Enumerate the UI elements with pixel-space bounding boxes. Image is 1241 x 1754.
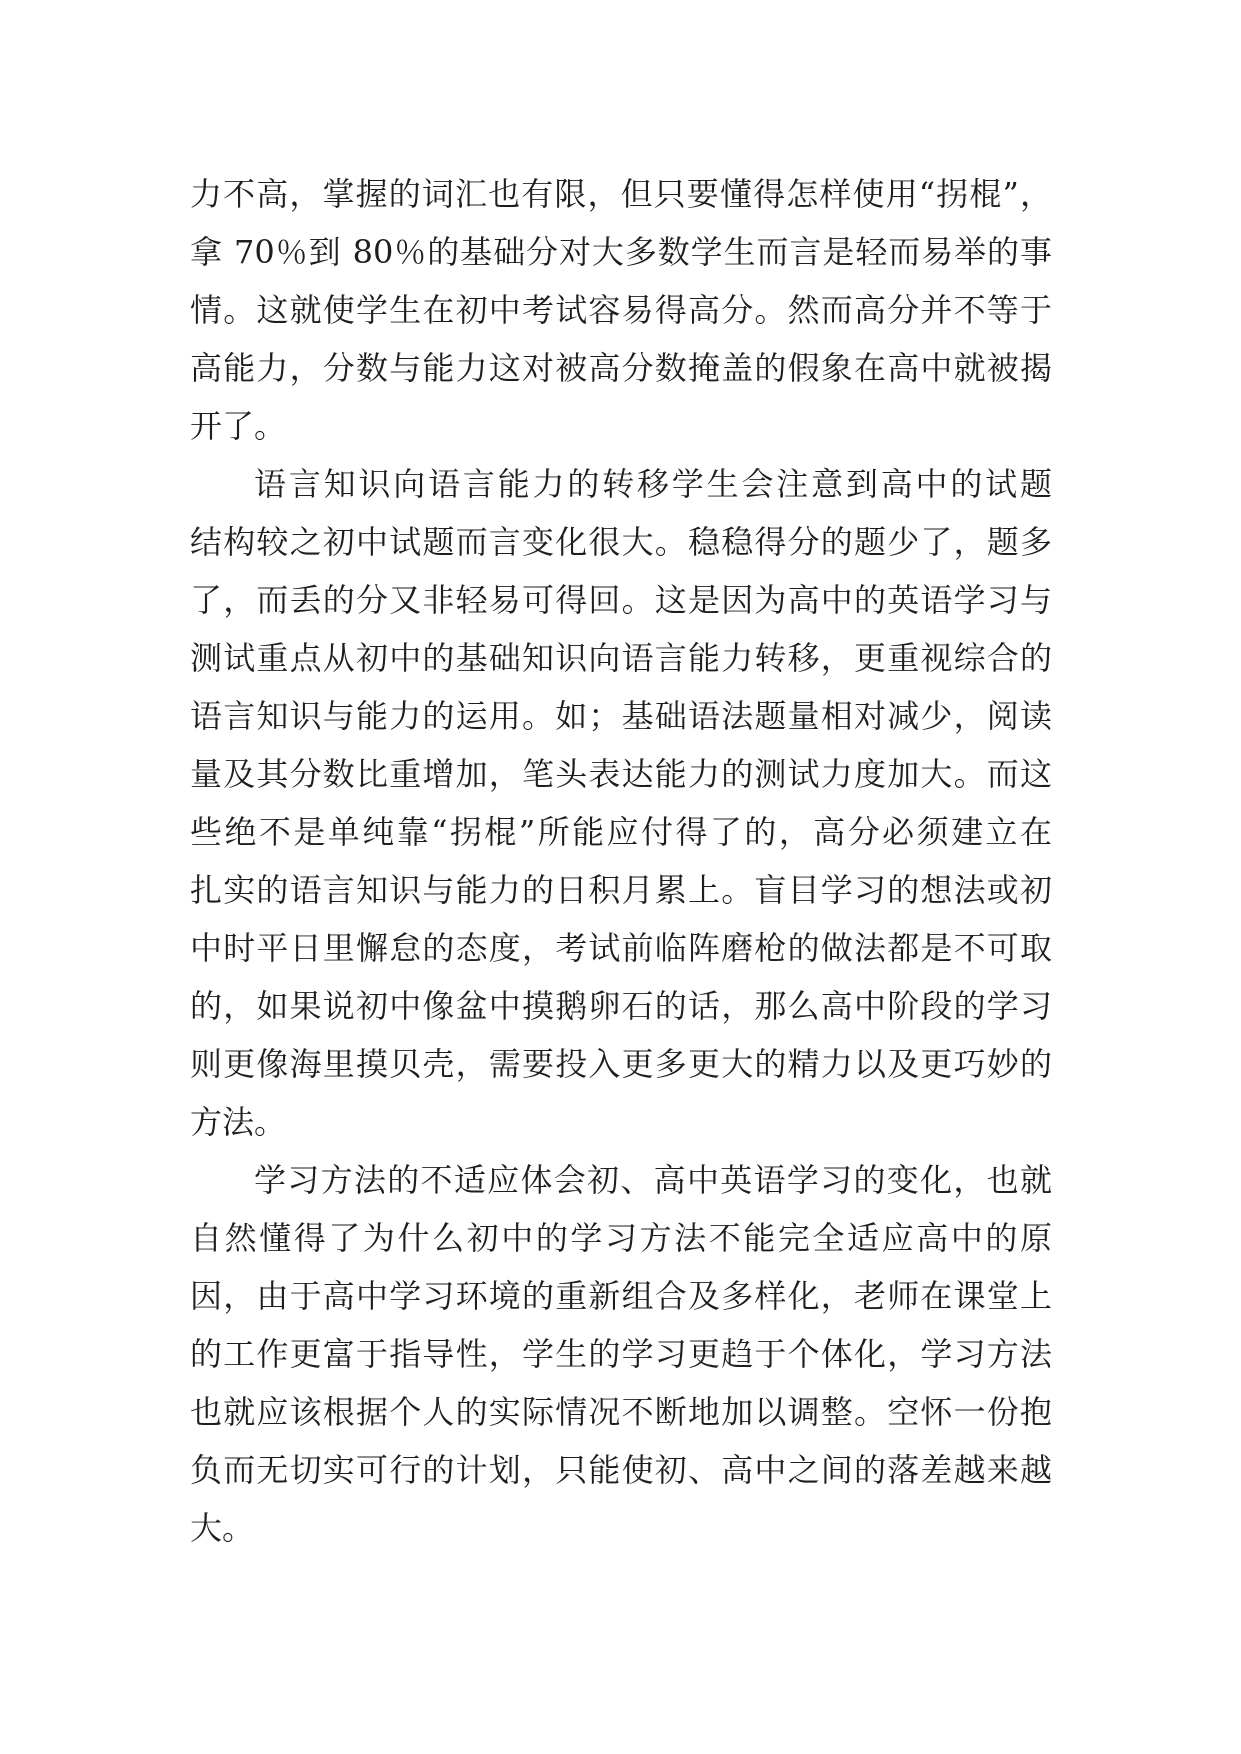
paragraph-line: 了，而丢的分又非轻易可得回。这是因为高中的英语学习与 [190,581,1052,619]
paragraph-line: 方法。 [190,1103,287,1141]
paragraph-line: 的工作更富于指导性，学生的学习更趋于个体化，学习方法 [190,1335,1052,1373]
document-body [190,165,1052,1557]
paragraph-line: 语言知识与能力的运用。如；基础语法题量相对减少，阅读 [190,697,1052,735]
paragraph-line: 的，如果说初中像盆中摸鹅卵石的话，那么高中阶段的学习 [190,987,1052,1025]
paragraph-line: 结构较之初中试题而言变化很大。稳稳得分的题少了，题多 [190,523,1052,561]
paragraph-line: 语言知识向语言能力的转移学生会注意到高中的试题 [254,465,1052,503]
paragraph-line: 自然懂得了为什么初中的学习方法不能完全适应高中的原 [190,1219,1052,1257]
paragraph-line: 开了。 [190,407,287,445]
paragraph-line: 因，由于高中学习环境的重新组合及多样化，老师在课堂上 [190,1277,1052,1315]
paragraph-line: 负而无切实可行的计划，只能使初、高中之间的落差越来越 [190,1451,1052,1489]
paragraph-line: 则更像海里摸贝壳，需要投入更多更大的精力以及更巧妙的 [190,1045,1052,1083]
paragraph-line: 高能力，分数与能力这对被高分数掩盖的假象在高中就被揭 [190,349,1052,387]
paragraph-line: 拿 70％到 80％的基础分对大多数学生而言是轻而易举的事 [190,233,1052,271]
paragraph-line: 大。 [190,1509,255,1547]
paragraph-2 [190,455,1052,1151]
paragraph-1 [190,165,1052,455]
paragraph-line: 测试重点从初中的基础知识向语言能力转移，更重视综合的 [190,639,1052,677]
paragraph-line: 情。这就使学生在初中考试容易得高分。然而高分并不等于 [190,291,1052,329]
paragraph-line: 也就应该根据个人的实际情况不断地加以调整。空怀一份抱 [190,1393,1052,1431]
paragraph-line: 学习方法的不适应体会初、高中英语学习的变化，也就 [254,1161,1052,1199]
paragraph-line: 力不高，掌握的词汇也有限，但只要懂得怎样使用“拐棍”， [190,175,1052,213]
paragraph-line: 扎实的语言知识与能力的日积月累上。盲目学习的想法或初 [190,871,1052,909]
paragraph-line: 些绝不是单纯靠“拐棍”所能应付得了的，高分必须建立在 [190,813,1052,851]
paragraph-3 [190,1151,1052,1557]
paragraph-line: 量及其分数比重增加，笔头表达能力的测试力度加大。而这 [190,755,1052,793]
paragraph-line: 中时平日里懈怠的态度，考试前临阵磨枪的做法都是不可取 [190,929,1052,967]
